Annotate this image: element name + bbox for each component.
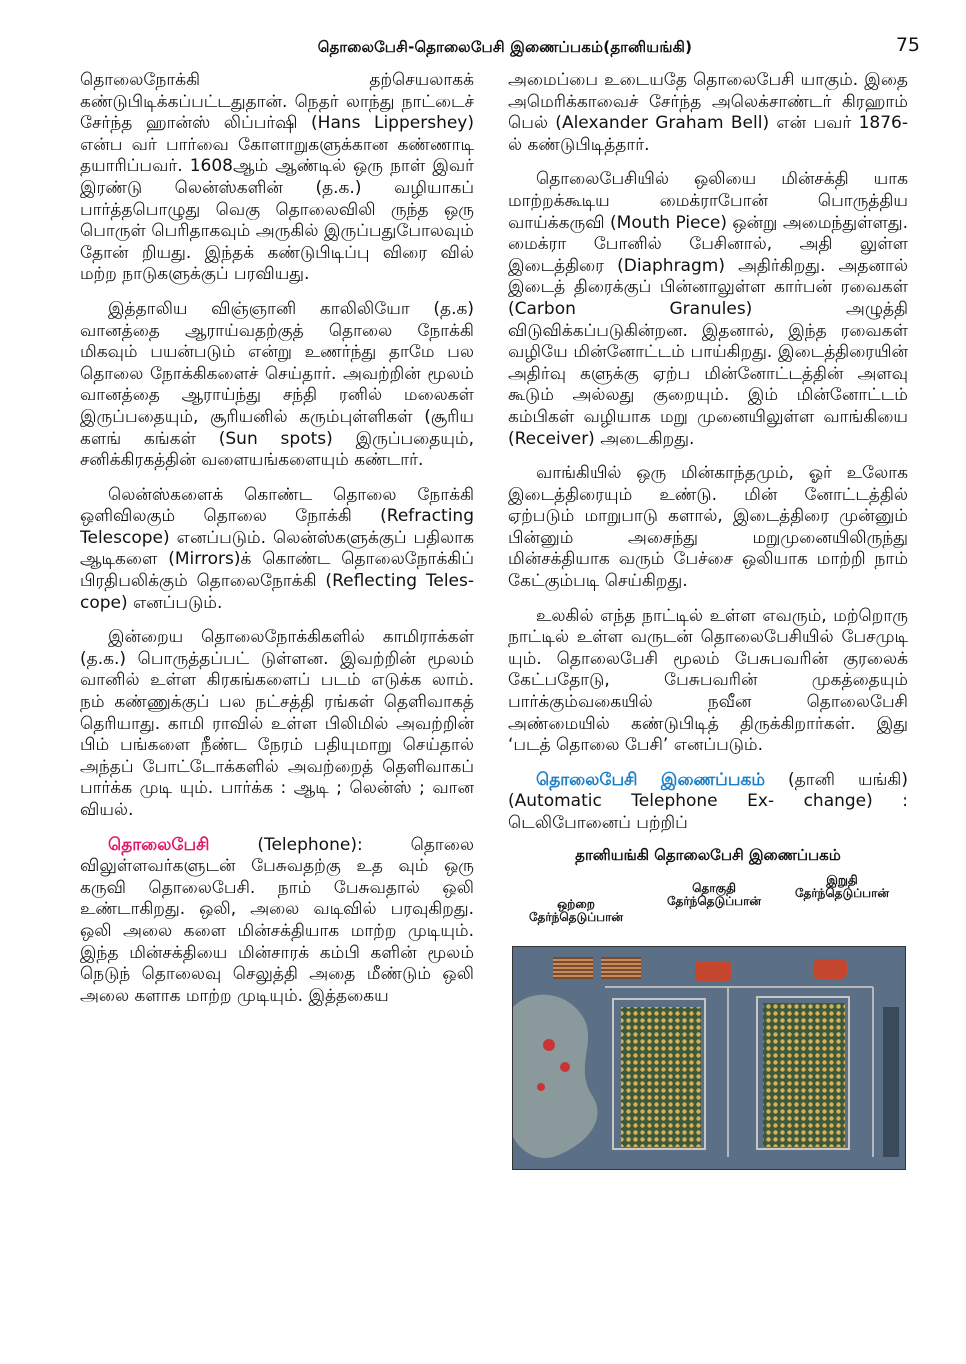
figure-label-final-selector: இறுதி தேர்ந்தெடுப்பான் bbox=[795, 873, 889, 901]
paragraph-galileo: இத்தாலிய விஞ்ஞானி காலிலியோ (த.க) வானத்தை ஆராய்வதற்குத் தொலை நோக்கி மிகவும் பயன்படும் என்று உணர்ந்து தாமே பல தொலை நோக்கிகளைச் செய்தார். அவற்றின் மூலம் வானத்தை ஆராய்ந்து சந்தி ரனில் மலைகள் இருப்பதையும், சூரியனில் கரும்புள்ளிகள் (சூரிய களங் கங்கள் (Sun spots) இருப்பதையும், சனிக்கிரகத்தின் வளையங்களையும் கண்டார். bbox=[80, 298, 474, 471]
paragraph-receiver: வாங்கியில் ஒரு மின்காந்தமும், ஓர் உலோக இடைத்திரையும் உண்டு. மின் னோட்டத்தில் ஏற்படும் மாறுபாடு களால், இடைத்திரை முன்னும் பின்னும் அசைந்து மறுமுனையிலிருந்து மின்சக்தியாக வரும் பேச்சை ஒலியாக மாற்றி நாம் கேட்கும்படி செய்கிறது. bbox=[508, 463, 908, 592]
paragraph-bell: அமைப்பை உடையதே தொலைபேசி யாகும். இதை அமெரிக்காவைச் சேர்ந்த அலெக்சாண்டர் கிரஹாம் பெல் (Alexander Graham Bell) என் பவர் 1876-ல் கண்டுபிடித்தார். bbox=[508, 70, 908, 155]
figure-caption: தானியங்கி தொலைபேசி இணைப்பகம் bbox=[575, 845, 841, 864]
telephone-text: (Telephone): தொலை விலுள்ளவர்களுடன் பேசுவதற்கு உத வும் ஒரு கருவி தொலைபேசி. நாம் பேசுவதால் ஒலி உண்டாகிறது. ஒலி, அலை வடிவில் பரவுகிறது. ஒலி அலை களை மின்சக்தியாக மாற்ற முடியும். இந்த மின்சக்தியை மின்சாரக் கம்பி களின் மூலம் நெடுந் தொலைவு செலுத்தி அதை மீண்டும் ஒலி அலை களாக மாற்ற முடியும். இத்தகைய bbox=[80, 834, 474, 1006]
figure-label-group-selector: தொகுதி தேர்ந்தெடுப்பான் bbox=[667, 881, 761, 909]
exchange-photo bbox=[512, 946, 906, 1170]
paragraph-mouthpiece: தொலைபேசியில் ஒலியை மின்சக்தி யாக மாற்றக்கூடிய மைக்ராபோன் பொருத்திய வாய்க்கருவி (Mouth Piece) ஒன்று அமைந்துள்ளது. மைக்ரா போனில் பேசினால், அதி லுள்ள இடைத்திரை (Diaphragm) அதிர்கிறது. அதனால் இடைத் திரைக்குப் பின்னாலுள்ள கார்பன் ரவைகள் (Carbon Granules) அழுத்தி விடுவிக்கப்படுகின்றன. இதனால், இந்த ரவைகள் வழியே மின்னோட்டம் பாய்கிறது. இடைத்திரையின் அதிர்வு களுக்கு ஏற்ப மின்னோட்டத்தின் அளவு கூடும் அல்லது குறையும். இம் மின்னோட்டம் கம்பிகள் வழியாக மறு முனையிலுள்ள வாங்கியை (Receiver) அடைகிறது. bbox=[508, 169, 908, 449]
exchange-text: (தானி யங்கி) (Automatic Telephone Ex- change) : டெலிபோனைப் பற்றிப் bbox=[508, 769, 908, 833]
exchange-heading: தொலைபேசி இணைப்பகம் bbox=[536, 769, 766, 790]
paragraph-video-phone: உலகில் எந்த நாட்டில் உள்ள எவரும், மற்றொரு நாட்டில் உள்ள வருடன் தொலைபேசியில் பேசமுடி யும். தொலைபேசி மூலம் பேசுபவரின் குரலைக் கேட்பதோடு, பேசுபவரின் முகத்தையும் பார்க்கும்வகையில் நவீன தொலைபேசி அண்மையில் கண்டுபிடித் திருக்கிறார்கள். இது ‘படத் தொலை பேசி’ எனப்படும். bbox=[508, 605, 908, 756]
page-header bbox=[90, 34, 920, 68]
running-head: தொலைபேசி-தொலைபேசி இணைப்பகம்(தானியங்கி) bbox=[317, 38, 693, 56]
right-column bbox=[508, 70, 908, 1174]
paragraph-telescope-types: லென்ஸ்களைக் கொண்ட தொலை நோக்கி ஒளிவிலகும் தொலை நோக்கி (Refracting Telescope) எனப்படும். லென்ஸ்களுக்குப் பதிலாக ஆடிகளை (Mirrors)க் கொண்ட தொலைநோக்கிப் பிரதிபலிக்கும் தொலைநோக்கி (Reflecting Teles- cope) எனப்படும். bbox=[80, 484, 474, 613]
paragraph-modern-telescopes: இன்றைய தொலைநோக்கிகளில் காமிராக்கள் (த.க.) பொருத்தப்பட் டுள்ளன. இவற்றின் மூலம் வானில் உள்ள கிரகங்களைப் படம் எடுக்க லாம். நம் கண்ணுக்குப் பல நட்சத்தி ரங்கள் தெளிவாகத் தெரியாது. காமி ராவில் உள்ள பிலிமில் அவற்றின் பிம் பங்களை நீண்ட நேரம் பதியுமாறு செய்தால் அந்தப் போட்டோக்களில் அவற்றைத் தெளிவாகப் பார்க்க முடி யும். பார்க்க : ஆடி ; லென்ஸ் ; வான வியல். bbox=[80, 627, 474, 820]
paragraph-telephone bbox=[80, 835, 474, 1008]
figure-label-single-selector: ஒற்றை தேர்ந்தெடுப்பான் bbox=[529, 897, 623, 925]
page-number: 75 bbox=[895, 34, 920, 56]
telephone-heading: தொலைபேசி bbox=[108, 834, 210, 855]
paragraph-telescope-invention: தொலைநோக்கி தற்செயலாகக் கண்டுபிடிக்கப்பட்டதுதான். நெதர் லாந்து நாட்டைச் சேர்ந்த ஹான்ஸ் லிப்பர்ஷி (Hans Lippershey) என்ப வர் பார்வை கோளாறுகளுக்கான கண்ணாடி தயாரிப்பவர். 1608ஆம் ஆண்டில் ஒரு நாள் இவர் இரண்டு லென்ஸ்களின் (த.க.) வழியாகப் பார்த்தபொழுது வெகு தொலைவிலி ருந்த ஒரு பொருள் பெரிதாகவும் அருகில் இருப்பதுபோலவும் தோன் றியது. இந்தக் கண்டுபிடிப்பு விரை வில் மற்ற நாடுகளுக்குப் பரவியது. bbox=[80, 70, 474, 285]
left-column bbox=[80, 70, 474, 1020]
exchange-figure bbox=[512, 874, 904, 1174]
paragraph-exchange bbox=[508, 770, 908, 835]
